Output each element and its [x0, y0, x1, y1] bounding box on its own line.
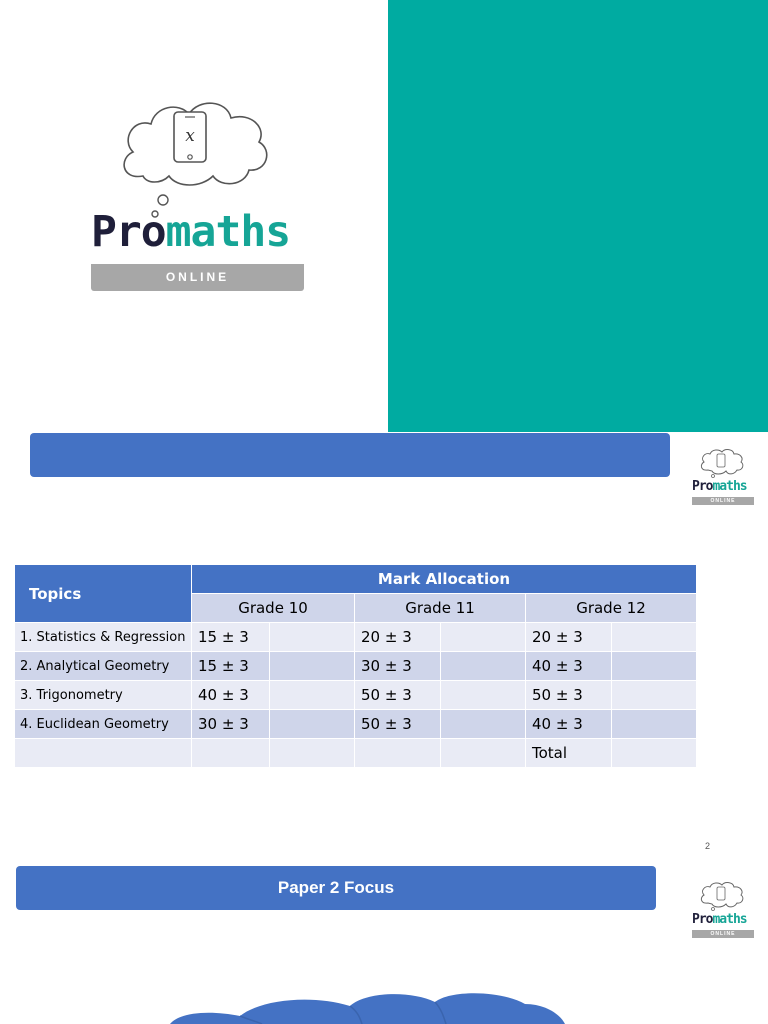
value-cell: 40 ± 3	[526, 710, 612, 739]
small-logo	[692, 881, 754, 939]
table-row-total	[15, 739, 697, 768]
small-logo-online-bar: ONLINE	[692, 497, 754, 505]
value-cell: 15 ± 3	[192, 652, 270, 681]
grade-header: Grade 10	[192, 594, 355, 623]
teal-panel	[388, 0, 768, 432]
table-row	[15, 652, 697, 681]
small-logo-online-bar: ONLINE	[692, 930, 754, 938]
value-cell: 50 ± 3	[526, 681, 612, 710]
mark-allocation-table	[14, 564, 697, 768]
value-cell: 20 ± 3	[355, 623, 441, 652]
thought-cloud-icon	[692, 448, 754, 478]
logo-online-bar: ONLINE	[91, 264, 304, 291]
topic-cell: 1. Statistics & Regression	[15, 623, 192, 652]
value-cell: 20 ± 3	[526, 623, 612, 652]
small-logo-wordmark: Promaths	[692, 479, 747, 494]
page-number: 2	[705, 841, 711, 851]
total-label: Total	[526, 739, 612, 768]
grade-header: Grade 11	[355, 594, 526, 623]
svg-text:x: x	[185, 126, 195, 146]
table-row	[15, 623, 697, 652]
mark-allocation-header: Mark Allocation	[192, 565, 697, 594]
topics-header: Topics	[15, 565, 192, 623]
value-cell: 50 ± 3	[355, 710, 441, 739]
small-logo-wordmark: Promaths	[692, 912, 747, 927]
grade-header: Grade 12	[526, 594, 697, 623]
logo-wordmark: Promaths	[91, 207, 291, 257]
value-cell: 40 ± 3	[526, 652, 612, 681]
value-cell: 30 ± 3	[355, 652, 441, 681]
title-banner	[30, 433, 670, 477]
paper-2-focus-banner: Paper 2 Focus	[16, 866, 656, 910]
thought-cloud-icon	[91, 88, 304, 218]
value-cell: 50 ± 3	[355, 681, 441, 710]
table-row	[15, 710, 697, 739]
thought-cloud-icon	[692, 881, 754, 911]
table-row	[15, 681, 697, 710]
small-logo	[692, 448, 754, 506]
topic-cell: 3. Trigonometry	[15, 681, 192, 710]
topic-cell: 2. Analytical Geometry	[15, 652, 192, 681]
value-cell: 30 ± 3	[192, 710, 270, 739]
value-cell: 15 ± 3	[192, 623, 270, 652]
value-cell: 40 ± 3	[192, 681, 270, 710]
blue-cloud-shape	[150, 990, 570, 1024]
promaths-logo	[91, 88, 304, 292]
topic-cell: 4. Euclidean Geometry	[15, 710, 192, 739]
